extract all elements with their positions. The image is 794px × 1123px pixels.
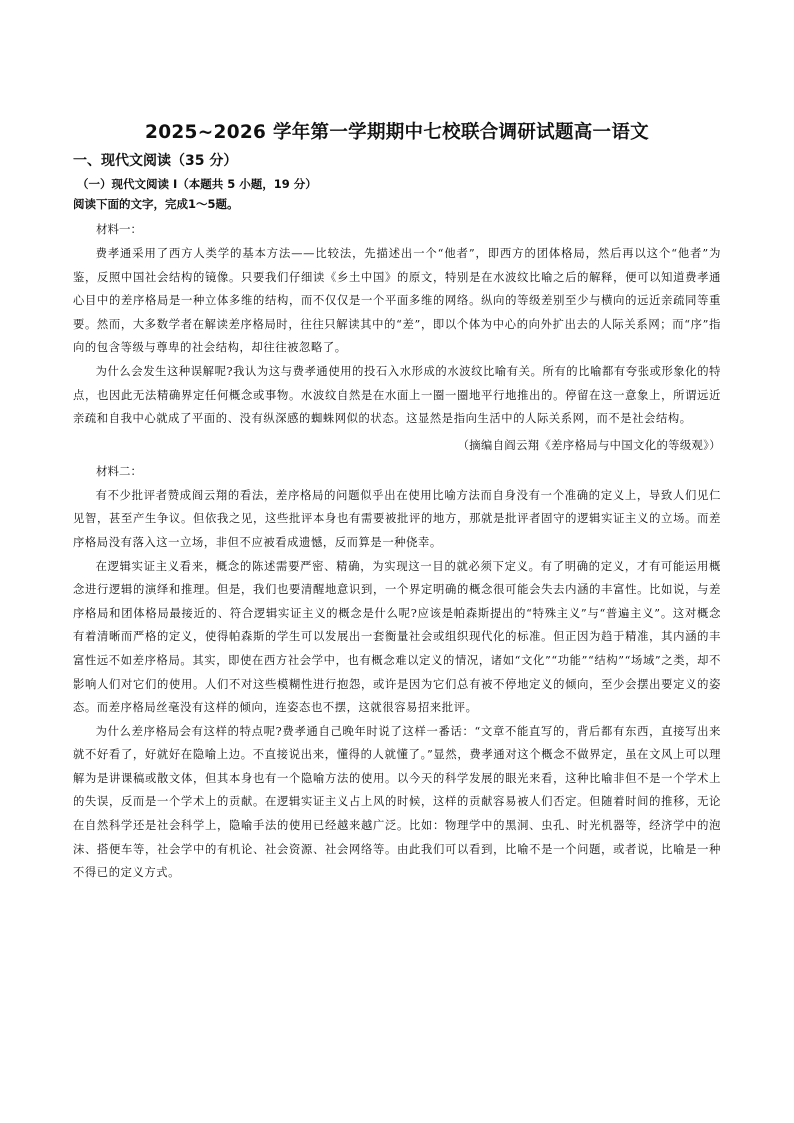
material-one-source: （摘编自阎云翔《差序格局与中国文化的等级观》） (457, 438, 721, 452)
section-heading: 一、现代文阅读（35 分） (73, 153, 238, 169)
exam-title: 2025~2026 学年第一学期期中七校联合调研试题高一语文 (145, 122, 649, 143)
material-two-paragraph: 在逻辑实证主义看来，概念的陈述需要严密、精确，为实现这一目的就必须下定义。有了明确的定义，才有可能运用概念进行逻辑的演绎和推理。但是，我们也要清醒地意识到，一个界定明确的概念很可能会失去内涵的丰富性。比如说，与差序格局和团体格局最接近的、符合逻辑实证主义的概念是什么呢?应该是帕森斯提出的“特殊主义”与“普遍主义”。这对概念有着清晰而严格的定义，使得帕森斯的学生可以发展出一套衡量社会或组织现代化的标准。但正因为趋于精准，其内涵的丰富性远不如差序格局。其实，即使在西方社会学中，也有概念难以定义的情况，诸如“文化”“功能”“结构”“场域”之类，却不影响人们对它们的使用。人们不对这些模糊性进行抱怨，或许是因为它们总有被不停地定义的倾向，至少会摆出要定义的姿态。而差序格局丝毫没有这样的倾向，连姿态也不摆，这就很容易招来批评。 (73, 559, 721, 715)
material-two-paragraph: 为什么差序格局会有这样的特点呢?费孝通自己晚年时说了这样一番话：“文章不能直写的，背后都有东西，直接写出来就不好看了，好就好在隐喻上边。不直接说出来，懂得的人就懂了。”显然，费孝通对这个概念不做界定，虽在文风上可以理解为是讲课稿或散文体，但其本身也有一个隐喻方法的使用。以今天的科学发展的眼光来看，这种比喻非但不是一个学术上的失误，反而是一个学术上的贡献。在逻辑实证主义占上风的时候，这样的贡献容易被人们否定。但随着时间的推移，无论在自然科学还是社会科学上，隐喻手法的使用已经越来越广泛。比如：物理学中的黑洞、虫孔、时光机器等，经济学中的泡沫、搭便车等，社会学中的有机论、社会资源、社会网络等。由此我们可以看到，比喻不是一个问题，或者说，比喻是一种不得已的定义方式。 (73, 724, 721, 880)
material-two-paragraph: 有不少批评者赞成阎云翔的看法，差序格局的问题似乎出在使用比喻方法而自身没有一个准确的定义上，导致人们见仁见智，甚至产生争议。但依我之见，这些批评本身也有需要被批评的地方，那就是批评者固守的逻辑实证主义的立场。而差序格局没有落入这一立场，非但不应被看成遗憾，反而算是一种侥幸。 (73, 488, 721, 549)
material-one-paragraph: 为什么会发生这种误解呢?我认为这与费孝通使用的投石入水形成的水波纹比喻有关。所有的比喻都有夸张或形象化的特点，也因此无法精确界定任何概念或事物。水波纹自然是在水面上一圈一圈地平行地推出的。停留在这一意象上，所谓远近亲疏和自我中心就成了平面的、没有纵深感的蜘蛛网似的状态。这显然是指向生活中的人际关系网，而不是社会结构。 (73, 364, 721, 426)
material-one-label: 材料一： (96, 222, 142, 236)
sub-section-heading: （一）现代文阅读 I（本题共 5 小题，19 分） (77, 177, 317, 191)
material-two-label: 材料二： (96, 463, 142, 478)
material-one-paragraph: 费孝通采用了西方人类学的基本方法——比较法，先描述出一个“他者”，即西方的团体格局，然后再以这个“他者”为鉴，反照中国社会结构的镜像。只要我们仔细读《乡土中国》的原文，特别是在水波纹比喻之后的解释，便可以知道费孝通心目中的差序格局是一种立体多维的结构，而不仅仅是一个平面多维的网络。纵向的等级差别至少与横向的远近亲疏同等重要。然而，大多数学者在解读差序格局时，往往只解读其中的“差”，即以个体为中心的向外扩出去的人际关系网；而“序”指向的包含等级与尊卑的社会结构，却往往被忽略了。 (73, 247, 721, 355)
exam-page (73, 118, 721, 885)
reading-instruction: 阅读下面的文字，完成1～5题。 (73, 197, 239, 211)
